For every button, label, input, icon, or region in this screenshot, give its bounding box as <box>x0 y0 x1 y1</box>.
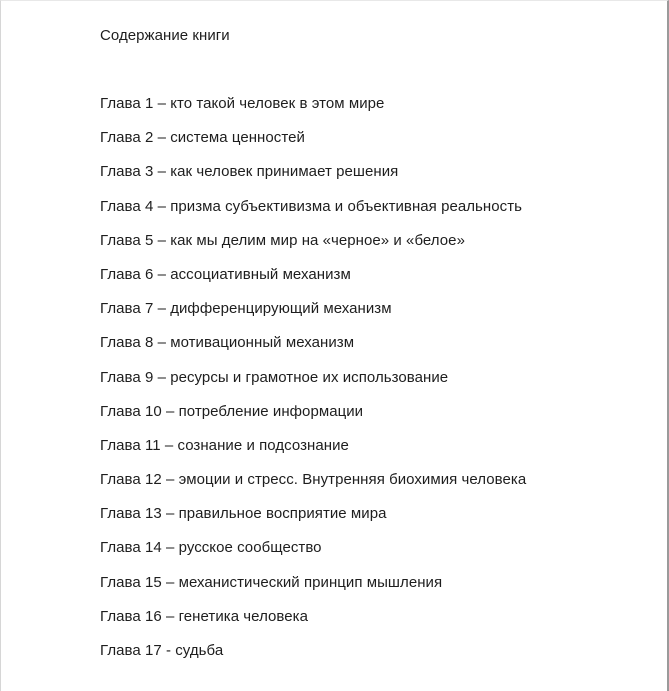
toc-chapter-2: Глава 2 – система ценностей <box>100 129 305 147</box>
toc-chapter-14: Глава 14 – русское сообщество <box>100 539 322 557</box>
document-title: Содержание книги <box>100 27 230 44</box>
toc-chapter-1: Глава 1 – кто такой человек в этом мире <box>100 95 385 112</box>
toc-chapter-9: Глава 9 – ресурсы и грамотное их использование <box>100 368 449 386</box>
toc-chapter-16: Глава 16 – генетика человека <box>100 607 309 625</box>
toc-chapter-3: Глава 3 – как человек принимает решения <box>100 163 399 181</box>
toc-chapter-10: Глава 10 – потребление информации <box>100 402 364 420</box>
toc-chapter-11: Глава 11 – сознание и подсознание <box>100 436 349 454</box>
toc-chapter-15: Глава 15 – механистический принцип мышления <box>100 573 443 591</box>
toc-chapter-5: Глава 5 – как мы делим мир на «черное» и «белое» <box>100 231 465 249</box>
toc-chapter-8: Глава 8 – мотивационный механизм <box>100 334 355 352</box>
toc-chapter-4: Глава 4 – призма субъективизма и объективная реальность <box>100 197 522 215</box>
toc-chapter-13: Глава 13 – правильное восприятие мира <box>100 505 387 523</box>
toc-chapter-17: Глава 17 - судьба <box>100 642 224 659</box>
table-of-contents <box>100 95 526 676</box>
toc-chapter-12: Глава 12 – эмоции и стресс. Внутренняя биохимия человека <box>100 471 527 489</box>
toc-chapter-6: Глава 6 – ассоциативный механизм <box>100 265 351 283</box>
toc-chapter-7: Глава 7 – дифференцирующий механизм <box>100 300 392 318</box>
